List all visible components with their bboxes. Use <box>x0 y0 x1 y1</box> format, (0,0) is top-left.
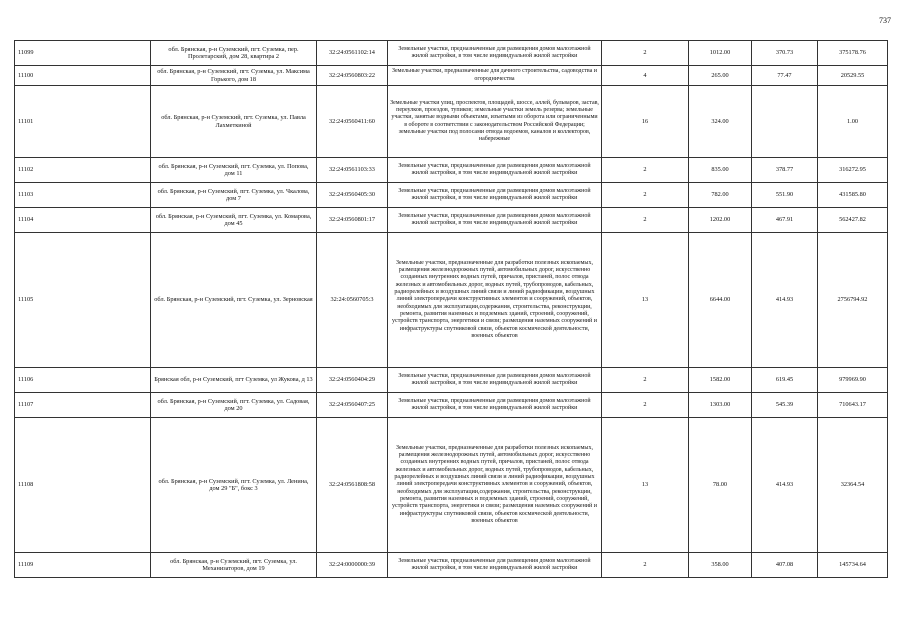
use-group-cell: 2 <box>602 368 689 393</box>
specific-value-cell: 378.77 <box>752 158 818 183</box>
address-cell: Брянская обл, р-н Суземский, пгт Суземка, ул Жукова, д 13 <box>151 368 317 393</box>
cadastral-number-cell: 32:24:0560801:17 <box>317 208 388 233</box>
address-cell: обл. Брянская, р-н Суземский, пгт. Суземка, пер. Пролетарский, дом 28, квартира 2 <box>151 41 317 66</box>
table-row <box>15 368 888 393</box>
land-use-cell: Земельные участки улиц, проспектов, площадей, шоссе, аллей, бульваров, застав, переулков, проездов, тупиков; земельные участки земель резерва; земельные участки, занятые водными объектами, изъятыми из оборота или ограниченными в обороте в соответствии с законодательством Российской Федерации; земельные участки под полосами отвода водоемов, каналов и коллекторов, набережные <box>388 86 602 158</box>
use-group-cell: 13 <box>602 233 689 368</box>
land-use-cell: Земельные участки, предназначенные для разработки полезных ископаемых, размещения железнодорожных путей, автомобильных дорог, искусственно созданных внутренних водных путей, причалов, пристаней, полос отвода железных и автомобильных дорог, водных путей, трубопроводов, кабельных, радиорелейных и воздушных линий связи и линий радиофикации, воздушных линий электропередачи конструктивных элементов и сооружений, объектов, необходимых для эксплуатации,содержания, строительства, реконструкции, ремонта, развития наземных и подземных зданий, строений, сооружений, устройств транспорта, энергетики и связи; размещения наземных сооружений и инфраструктуры спутниковой связи, объектов космической деятельности, военных объектов <box>388 233 602 368</box>
cadastral-number-cell: 32:24:0560705:3 <box>317 233 388 368</box>
specific-value-cell: 414.93 <box>752 418 818 553</box>
page-number: 737 <box>879 16 891 25</box>
use-group-cell: 2 <box>602 41 689 66</box>
area-cell: 1582.00 <box>689 368 752 393</box>
land-use-cell: Земельные участки, предназначенные для разработки полезных ископаемых, размещения железнодорожных путей, автомобильных дорог, искусственно созданных внутренних водных путей, причалов, пристаней, полос отвода железных и автомобильных дорог, водных путей, трубопроводов, кабельных, радиорелейных и воздушных линий связи и линий радиофикации, воздушных линий электропередачи конструктивных элементов и сооружений, объектов, необходимых для эксплуатации,содержания, строительства, реконструкции, ремонта, развития наземных и подземных зданий, строений, сооружений, устройств транспорта, энергетики и связи; размещения наземных сооружений и инфраструктуры спутниковой связи, объектов космической деятельности, военных объектов <box>388 418 602 553</box>
area-cell: 1012.00 <box>689 41 752 66</box>
row-number: 11109 <box>15 553 151 578</box>
cadastral-value-cell: 145734.64 <box>818 553 888 578</box>
address-cell: обл. Брянская, р-н Суземский, пгт. Суземка, ул. Зерновская <box>151 233 317 368</box>
use-group-cell: 13 <box>602 418 689 553</box>
specific-value-cell: 414.93 <box>752 233 818 368</box>
cadastral-value-cell: 2756794.92 <box>818 233 888 368</box>
cadastral-number-cell: 32:24:0560407:25 <box>317 393 388 418</box>
row-number: 11099 <box>15 41 151 66</box>
table-row <box>15 208 888 233</box>
row-number: 11105 <box>15 233 151 368</box>
use-group-cell: 2 <box>602 158 689 183</box>
area-cell: 78.00 <box>689 418 752 553</box>
land-use-cell: Земельные участки, предназначенные для размещения домов малоэтажной жилой застройки, в том числе индивидуальной жилой застройки <box>388 158 602 183</box>
address-cell: обл. Брянская, р-н Суземский, пгт. Суземка, ул. Максима Горького, дом 18 <box>151 66 317 86</box>
table-row <box>15 183 888 208</box>
cadastral-number-cell: 32:24:0560404:29 <box>317 368 388 393</box>
table-row <box>15 393 888 418</box>
specific-value-cell: 467.91 <box>752 208 818 233</box>
table-row <box>15 86 888 158</box>
land-use-cell: Земельные участки, предназначенные для размещения домов малоэтажной жилой застройки, в том числе индивидуальной жилой застройки <box>388 553 602 578</box>
cadastral-number-cell: 32:24:0000000:39 <box>317 553 388 578</box>
cadastral-number-cell: 32:24:0561808:58 <box>317 418 388 553</box>
area-cell: 265.00 <box>689 66 752 86</box>
address-cell: обл. Брянская, р-н Суземский, пгт. Суземка, ул. Чкалова, дом 7 <box>151 183 317 208</box>
table-row <box>15 553 888 578</box>
area-cell: 358.00 <box>689 553 752 578</box>
table-row <box>15 66 888 86</box>
row-number: 11107 <box>15 393 151 418</box>
row-number: 11104 <box>15 208 151 233</box>
specific-value-cell: 551.90 <box>752 183 818 208</box>
row-number: 11108 <box>15 418 151 553</box>
cadastral-value-cell: 32364.54 <box>818 418 888 553</box>
row-number: 11103 <box>15 183 151 208</box>
cadastral-value-cell: 562427.82 <box>818 208 888 233</box>
use-group-cell: 2 <box>602 208 689 233</box>
area-cell: 1303.00 <box>689 393 752 418</box>
cadastral-number-cell: 32:24:0560405:30 <box>317 183 388 208</box>
land-use-cell: Земельные участки, предназначенные для размещения домов малоэтажной жилой застройки, в том числе индивидуальной жилой застройки <box>388 41 602 66</box>
specific-value-cell: 407.08 <box>752 553 818 578</box>
table-row <box>15 418 888 553</box>
specific-value-cell <box>752 86 818 158</box>
use-group-cell: 2 <box>602 183 689 208</box>
cadastral-number-cell: 32:24:0561103:33 <box>317 158 388 183</box>
specific-value-cell: 545.39 <box>752 393 818 418</box>
land-use-cell: Земельные участки, предназначенные для размещения домов малоэтажной жилой застройки, в том числе индивидуальной жилой застройки <box>388 368 602 393</box>
cadastral-value-cell: 20529.55 <box>818 66 888 86</box>
specific-value-cell: 77.47 <box>752 66 818 86</box>
area-cell: 6644.00 <box>689 233 752 368</box>
row-number: 11101 <box>15 86 151 158</box>
cadastral-number-cell: 32:24:0560411:60 <box>317 86 388 158</box>
row-number: 11100 <box>15 66 151 86</box>
cadastral-value-table <box>14 40 888 578</box>
use-group-cell: 16 <box>602 86 689 158</box>
table-row <box>15 158 888 183</box>
cadastral-value-cell: 1.00 <box>818 86 888 158</box>
address-cell: обл. Брянская, р-н Суземский, пгт. Суземка, ул. Комарова, дом 45 <box>151 208 317 233</box>
use-group-cell: 4 <box>602 66 689 86</box>
cadastral-value-cell: 710643.17 <box>818 393 888 418</box>
address-cell: обл. Брянская, р-н Суземский, пгт. Суземка, ул. Павла Лахметкиной <box>151 86 317 158</box>
land-use-cell: Земельные участки, предназначенные для размещения домов малоэтажной жилой застройки, в том числе индивидуальной жилой застройки <box>388 393 602 418</box>
row-number: 11102 <box>15 158 151 183</box>
table-row <box>15 233 888 368</box>
cadastral-number-cell: 32:24:0560803:22 <box>317 66 388 86</box>
use-group-cell: 2 <box>602 553 689 578</box>
row-number: 11106 <box>15 368 151 393</box>
land-use-cell: Земельные участки, предназначенные для дачного строительства, садоводства и огородничества <box>388 66 602 86</box>
address-cell: обл. Брянская, р-н Суземский, пгт. Суземка, ул. Садовая, дом 20 <box>151 393 317 418</box>
cadastral-value-cell: 316272.95 <box>818 158 888 183</box>
area-cell: 1202.00 <box>689 208 752 233</box>
cadastral-number-cell: 32:24:0561102:14 <box>317 41 388 66</box>
use-group-cell: 2 <box>602 393 689 418</box>
area-cell: 835.00 <box>689 158 752 183</box>
address-cell: обл. Брянская, р-н Суземский, пгт. Суземка, ул. Механизаторов, дом 19 <box>151 553 317 578</box>
cadastral-value-cell: 979969.90 <box>818 368 888 393</box>
specific-value-cell: 619.45 <box>752 368 818 393</box>
area-cell: 782.00 <box>689 183 752 208</box>
land-use-cell: Земельные участки, предназначенные для размещения домов малоэтажной жилой застройки, в том числе индивидуальной жилой застройки <box>388 208 602 233</box>
table-row <box>15 41 888 66</box>
specific-value-cell: 370.73 <box>752 41 818 66</box>
address-cell: обл. Брянская, р-н Суземский, пгт. Суземка, ул. Попова, дом 11 <box>151 158 317 183</box>
cadastral-value-cell: 375178.76 <box>818 41 888 66</box>
area-cell: 324.00 <box>689 86 752 158</box>
address-cell: обл. Брянская, р-н Суземский, пгт. Суземка, ул. Ленина, дом 29 "Б", бокс 3 <box>151 418 317 553</box>
cadastral-value-cell: 431585.80 <box>818 183 888 208</box>
land-use-cell: Земельные участки, предназначенные для размещения домов малоэтажной жилой застройки, в том числе индивидуальной жилой застройки <box>388 183 602 208</box>
